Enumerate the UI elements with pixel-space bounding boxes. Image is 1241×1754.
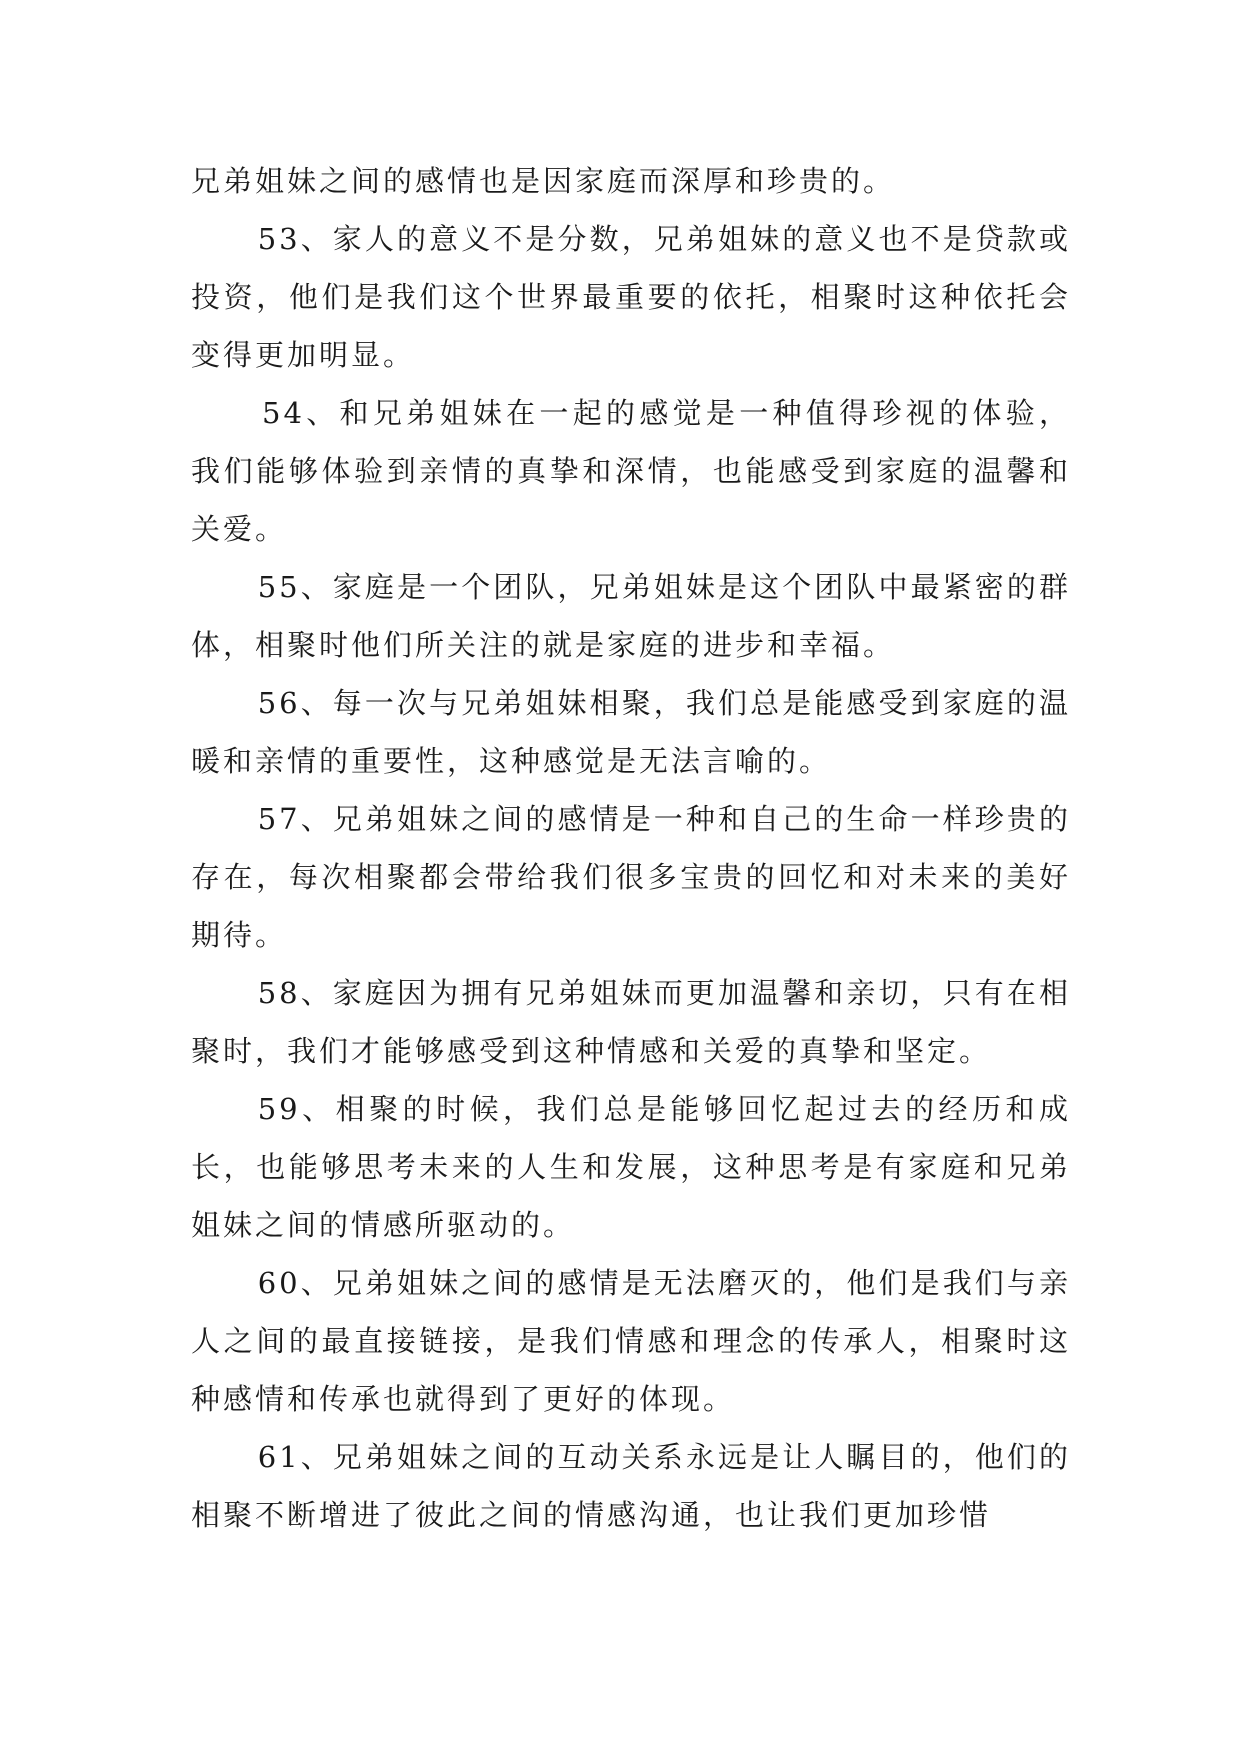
paragraph-55: 55、家庭是一个团队，兄弟姐妹是这个团队中最紧密的群体，相聚时他们所关注的就是家庭的进步和幸福。: [191, 570, 1071, 662]
paragraph-60: 60、兄弟姐妹之间的感情是无法磨灭的，他们是我们与亲人之间的最直接链接，是我们情感和理念的传承人，相聚时这种感情和传承也就得到了更好的体现。: [191, 1266, 1071, 1416]
body-text: [191, 152, 1071, 1544]
paragraph-56: 56、每一次与兄弟姐妹相聚，我们总是能感受到家庭的温暖和亲情的重要性，这种感觉是无法言喻的。: [191, 686, 1071, 778]
paragraph-58: 58、家庭因为拥有兄弟姐妹而更加温馨和亲切，只有在相聚时，我们才能够感受到这种情感和关爱的真挚和坚定。: [191, 976, 1071, 1068]
paragraph-61: 61、兄弟姐妹之间的互动关系永远是让人瞩目的，他们的相聚不断增进了彼此之间的情感沟通，也让我们更加珍惜: [191, 1440, 1071, 1532]
paragraph-54: 54、和兄弟姐妹在一起的感觉是一种值得珍视的体验，我们能够体验到亲情的真挚和深情，也能感受到家庭的温馨和关爱。: [191, 396, 1071, 546]
paragraph-59: 59、相聚的时候，我们总是能够回忆起过去的经历和成长，也能够思考未来的人生和发展，这种思考是有家庭和兄弟姐妹之间的情感所驱动的。: [191, 1092, 1071, 1242]
paragraph-53: 53、家人的意义不是分数，兄弟姐妹的意义也不是贷款或投资，他们是我们这个世界最重要的依托，相聚时这种依托会变得更加明显。: [191, 222, 1071, 372]
paragraph-57: 57、兄弟姐妹之间的感情是一种和自己的生命一样珍贵的存在，每次相聚都会带给我们很多宝贵的回忆和对未来的美好期待。: [191, 802, 1071, 952]
paragraph-continuation: 兄弟姐妹之间的感情也是因家庭而深厚和珍贵的。: [191, 164, 896, 198]
